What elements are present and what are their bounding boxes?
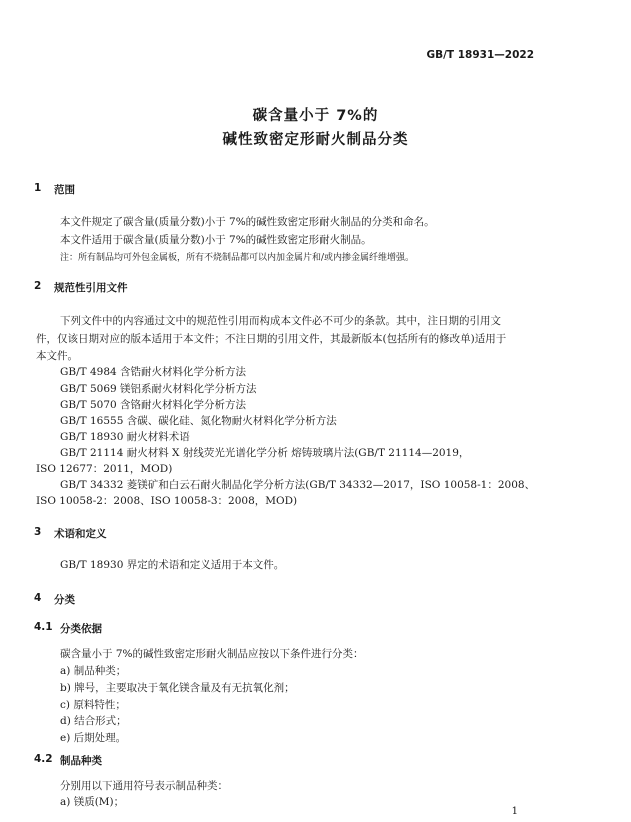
section-2-intro-line-2: 件，仅该日期对应的版本适用于本文件；不注日期的引用文件，其最新版本(包括所有的修改单)适用于 <box>36 333 507 345</box>
section-4-2-heading: 制品种类 <box>60 755 102 767</box>
reference-gbt-5070: GB/T 5070 含铬耐火材料化学分析方法 <box>60 399 247 411</box>
list-item-e: e) 后期处理。 <box>60 732 127 744</box>
reference-gbt-18930: GB/T 18930 耐火材料术语 <box>60 431 190 443</box>
reference-gbt-16555: GB/T 16555 含碳、碳化硅、氮化物耐火材料化学分析方法 <box>60 415 337 427</box>
section-4-2-item-a: a) 镁质(M)； <box>60 796 125 808</box>
section-1-paragraph-2: 本文件适用于碳含量(质量分数)小于 7%的碱性致密定形耐火制品。 <box>60 234 372 246</box>
section-1-number: 1 <box>34 182 42 194</box>
page-number: 1 <box>511 806 518 817</box>
section-4-1-heading: 分类依据 <box>60 623 102 635</box>
document-title-line-2: 碱性致密定形耐火制品分类 <box>222 132 409 148</box>
document-title-line-1: 碳含量小于 7%的 <box>252 108 379 124</box>
section-4-heading: 分类 <box>54 594 75 606</box>
section-1-heading: 范围 <box>54 184 75 196</box>
section-3-paragraph-1: GB/T 18930 界定的术语和定义适用于本文件。 <box>60 559 285 571</box>
section-3-number: 3 <box>34 526 42 538</box>
reference-gbt-4984: GB/T 4984 含锆耐火材料化学分析方法 <box>60 366 247 378</box>
list-item-b: b) 牌号，主要取决于氧化镁含量及有无抗氧化剂； <box>60 682 295 694</box>
section-4-1-number: 4.1 <box>34 621 53 633</box>
list-item-a: a) 制品种类； <box>60 665 127 677</box>
section-4-number: 4 <box>34 592 42 604</box>
section-2-intro-line-3: 本文件。 <box>36 350 78 362</box>
section-1-note: 注：所有制品均可外包金属板，所有不烧制品都可以内加金属片和/或内掺金属纤维增强。 <box>60 253 415 263</box>
section-4-2-intro: 分别用以下通用符号表示制品种类： <box>60 780 228 792</box>
reference-gbt-34332-continued: ISO 10058-2：2008、ISO 10058-3：2008，MOD) <box>36 495 298 507</box>
reference-gbt-21114-continued: ISO 12677：2011，MOD) <box>36 463 173 475</box>
standard-number: GB/T 18931—2022 <box>426 49 534 61</box>
list-item-c: c) 原料特性； <box>60 699 126 711</box>
list-item-d: d) 结合形式； <box>60 715 127 727</box>
reference-gbt-5069: GB/T 5069 镁铝系耐火材料化学分析方法 <box>60 383 257 395</box>
section-2-number: 2 <box>34 280 42 292</box>
section-4-2-number: 4.2 <box>34 753 53 765</box>
section-1-paragraph-1: 本文件规定了碳含量(质量分数)小于 7%的碱性致密定形耐火制品的分类和命名。 <box>60 216 435 228</box>
reference-gbt-34332: GB/T 34332 菱镁矿和白云石耐火制品化学分析方法(GB/T 34332—2017，ISO 10058-1：2008、 <box>60 479 536 491</box>
section-2-intro-line-1: 下列文件中的内容通过文中的规范性引用而构成本文件必不可少的条款。其中，注日期的引用文 <box>60 315 501 327</box>
section-4-1-intro: 碳含量小于 7%的碱性致密定形耐火制品应按以下条件进行分类： <box>60 648 364 660</box>
reference-gbt-21114: GB/T 21114 耐火材料 X 射线荧光光谱化学分析 熔铸玻璃片法(GB/T 21114—2019， <box>60 447 470 459</box>
section-2-heading: 规范性引用文件 <box>54 282 128 294</box>
section-3-heading: 术语和定义 <box>54 528 107 540</box>
